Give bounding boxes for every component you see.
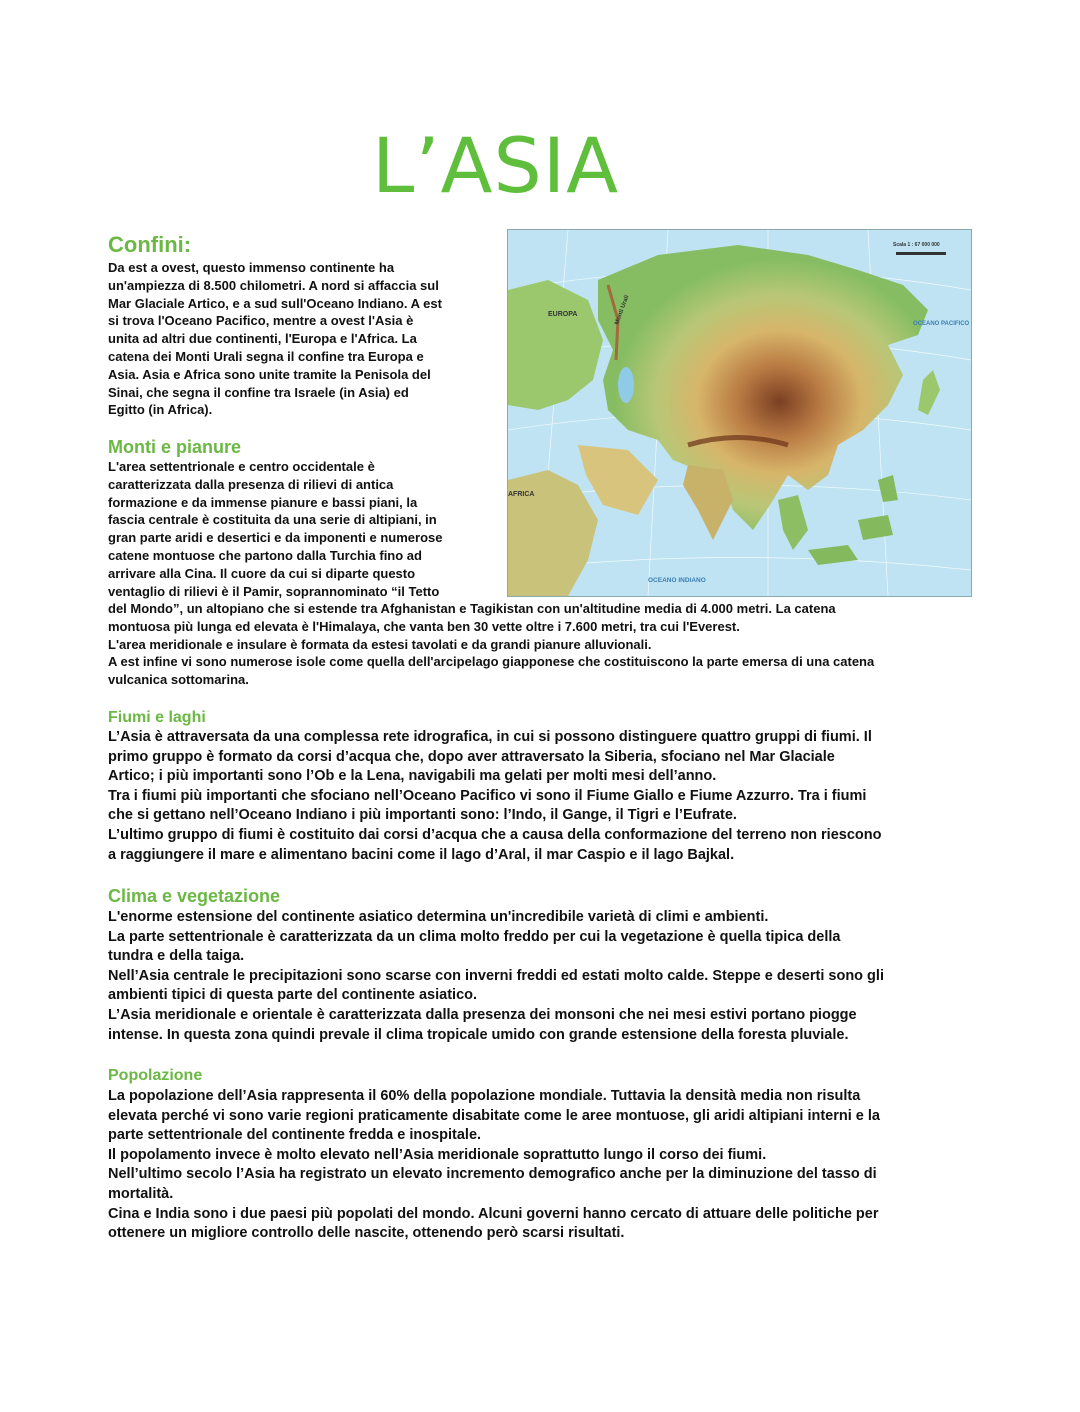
- clima-paragraph: [108, 908, 978, 1045]
- text-line: A est infine vi sono numerose isole come quella dell'arcipelago giapponese che costituiscono la parte emersa di una catena: [108, 654, 875, 670]
- text-line: parte settentrionale del continente fredda e inospitale.: [108, 1127, 482, 1144]
- fiumi-paragraph: [108, 728, 978, 865]
- text-line: intense. In questa zona quindi prevale il clima tropicale umido con grande estensione della foresta pluviale.: [108, 1026, 849, 1043]
- text-line: primo gruppo è formato da corsi d’acqua che, dopo aver attraversato la Siberia, sfociano nel Mar Glaciale: [108, 748, 835, 765]
- text-line: arrivare alla Cina. Il cuore da cui si diparte questo: [108, 565, 416, 581]
- text-line: L'area meridionale e insulare è formata da estesi tavolati e da grandi pianure alluvionali.: [108, 636, 652, 652]
- heading-popolazione: Popolazione: [108, 1067, 203, 1084]
- text-line: Da est a ovest, questo immenso continente ha: [108, 260, 395, 275]
- text-line: catene montuose che partono dalla Turchia fino ad: [108, 547, 422, 563]
- text-line: unita ad altri due continenti, l'Europa e l'Africa. La: [108, 331, 417, 347]
- map-label-urali: Monti Urali: [614, 294, 631, 326]
- monti-paragraph-full: [108, 600, 978, 689]
- text-line: formazione e da immense pianure e bassi piani, la: [108, 494, 418, 510]
- text-line: Nell’ultimo secolo l’Asia ha registrato un elevato incremento demografico anche per la diminuzione del tasso di: [108, 1166, 877, 1183]
- text-line: L’ultimo gruppo di fiumi è costituito dai corsi d’acqua che a causa della conformazione del terreno non riescono: [108, 826, 882, 843]
- text-line: Sinai, che segna il confine tra Israele (in Asia) ed: [108, 384, 409, 400]
- text-line: Artico; i più importanti sono l’Ob e la Lena, navigabili ma gelati per molti mesi dell’anno.: [108, 768, 717, 785]
- popolazione-paragraph: [108, 1087, 978, 1244]
- text-line: gran parte aridi e desertici e da imponenti e numerose: [108, 530, 443, 546]
- heading-monti: Monti e pianure: [108, 437, 242, 457]
- text-line: Mar Glaciale Artico, e a sud sull'Oceano Indiano. A est: [108, 295, 442, 311]
- page-title: L’ASIA: [372, 121, 620, 210]
- text-line: che si gettano nell’Oceano Indiano i più importanti sono: l’Indo, il Gange, il Tigri e l’Eufrate.: [108, 807, 737, 824]
- text-line: si trova l'Oceano Pacifico, mentre a ovest l'Asia è: [108, 313, 414, 329]
- text-line: montuosa più lunga ed elevata è l'Himalaya, che vanta ben 30 vette oltre i 7.600 metri, tra cui l'Everest.: [108, 618, 740, 634]
- text-line: mortalità.: [108, 1185, 174, 1202]
- map-label-indiano: OCEANO INDIANO: [648, 577, 706, 584]
- text-line: La parte settentrionale è caratterizzata da un clima molto freddo per cui la vegetazione è quella tipica della: [108, 928, 841, 945]
- monti-paragraph-left: [108, 458, 493, 600]
- heading-confini: Confini:: [108, 232, 192, 257]
- text-line: catena dei Monti Urali segna il confine tra Europa e: [108, 348, 424, 364]
- text-line: L’Asia meridionale e orientale è caratterizzata dalla presenza dei monsoni che nei mesi estivi portano piogge: [108, 1006, 857, 1023]
- text-line: a raggiungere il mare e alimentano bacini come il lago d’Aral, il mar Caspio e il lago Bajkal.: [108, 846, 735, 863]
- map-caspian: [618, 367, 634, 403]
- map-scale-bar: [896, 252, 946, 255]
- text-line: L'area settentrionale e centro occidentale è: [108, 459, 375, 474]
- text-line: ventaglio di rilievi è il Pamir, soprannominato “il Tetto: [108, 583, 440, 599]
- text-line: un'ampiezza di 8.500 chilometri. A nord si affaccia sul: [108, 277, 439, 293]
- text-line: L’Asia è attraversata da una complessa rete idrografica, in cui si possono distinguere quattro gruppi di fiumi. Il: [108, 729, 872, 745]
- text-line: tundra e della taiga.: [108, 948, 245, 965]
- text-line: La popolazione dell’Asia rappresenta il 60% della popolazione mondiale. Tuttavia la densità media non risulta: [108, 1088, 861, 1104]
- text-line: Asia. Asia e Africa sono unite tramite la Penisola del: [108, 366, 431, 382]
- text-line: vulcanica sottomarina.: [108, 672, 249, 688]
- text-line: fascia centrale è costituita da una serie di altipiani, in: [108, 512, 437, 528]
- asia-physical-map: [507, 229, 972, 597]
- text-line: L'enorme estensione del continente asiatico determina un'incredibile varietà di climi e ambienti.: [108, 909, 769, 925]
- text-line: Nell’Asia centrale le precipitazioni sono scarse con inverni freddi ed estati molto calde. Steppe e deserti sono gli: [108, 967, 884, 984]
- text-line: Tra i fiumi più importanti che sfociano nell’Oceano Pacifico vi sono il Fiume Giallo e Fiume Azzurro. Tra i fiumi: [108, 787, 867, 804]
- text-line: del Mondo”, un altopiano che si estende tra Afghanistan e Tagikistan con un'altitudine media di 4.000 metri. La catena: [108, 601, 836, 616]
- text-line: Cina e India sono i due paesi più popolati del mondo. Alcuni governi hanno cercato di attuare delle politiche per: [108, 1205, 879, 1222]
- text-line: caratterizzata dalla presenza di rilievi di antica: [108, 476, 394, 492]
- heading-fiumi: Fiumi e laghi: [108, 709, 206, 726]
- map-svg: [508, 230, 971, 596]
- text-line: ambienti tipici di questa parte del continente asiatico.: [108, 987, 478, 1004]
- map-label-scala: Scala 1 : 67 000 000: [893, 242, 940, 248]
- text-line: ottenere un migliore controllo delle nascite, ottenendo però scarsi risultati.: [108, 1225, 625, 1242]
- text-line: elevata perché vi sono varie regioni praticamente disabitate come le aree montuose, gli aridi altipiani interni e la: [108, 1107, 880, 1124]
- map-label-europa: EUROPA: [548, 311, 578, 318]
- text-line: Il popolamento invece è molto elevato nell’Asia meridionale soprattutto lungo il corso dei fiumi.: [108, 1146, 767, 1163]
- map-label-africa: AFRICA: [508, 491, 535, 498]
- text-line: Egitto (in Africa).: [108, 402, 213, 418]
- heading-clima: Clima e vegetazione: [108, 886, 281, 906]
- map-label-pacifico: OCEANO PACIFICO: [913, 321, 970, 327]
- confini-paragraph: [108, 259, 493, 419]
